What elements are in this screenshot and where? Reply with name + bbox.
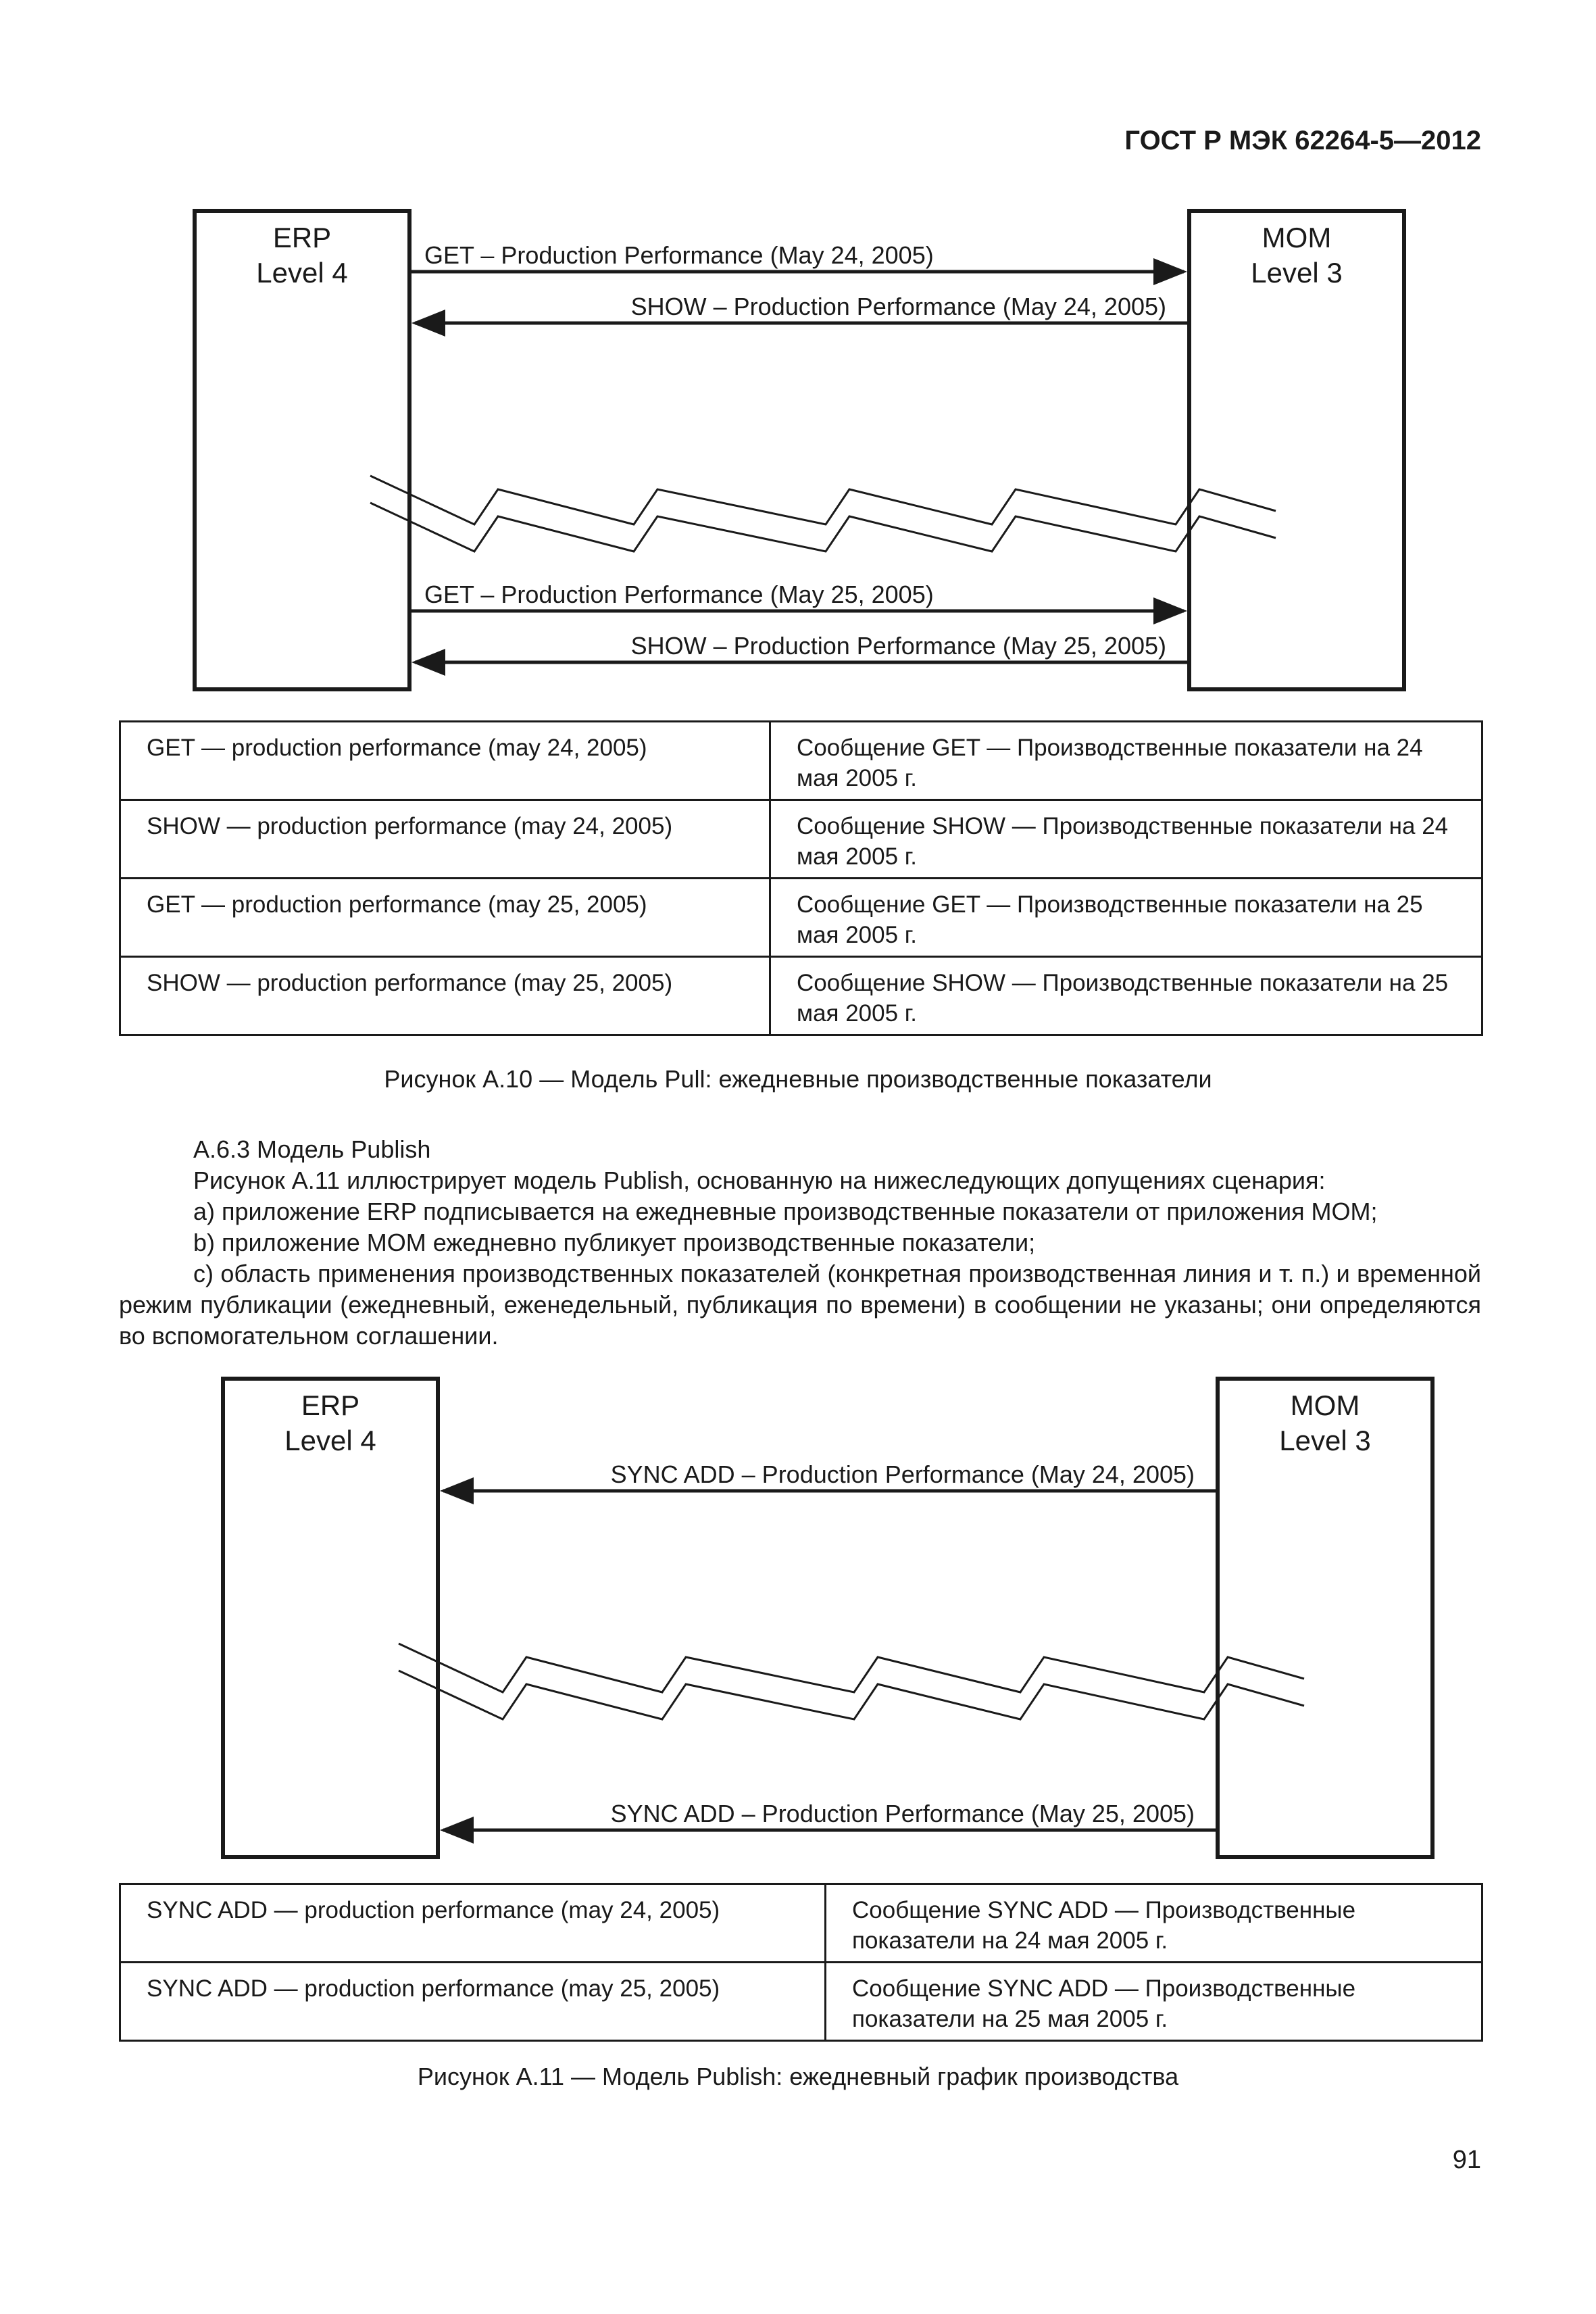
legend-term: GET — production performance (may 24, 2005)	[120, 722, 770, 800]
mom-level: Level 3	[1279, 1425, 1371, 1456]
page-number: 91	[1452, 2146, 1481, 2174]
legend-translation: Сообщение SYNC ADD — Производственные показатели на 24 мая 2005 г.	[826, 1884, 1482, 1963]
time-break-symbol	[370, 476, 1276, 551]
time-break-symbol	[399, 1644, 1304, 1719]
mom-title: MOM	[1290, 1389, 1360, 1421]
figure-a10-diagram	[0, 0, 1596, 703]
figure-a11-diagram	[0, 1365, 1596, 1872]
table-row	[120, 722, 1482, 800]
figure-a10-legend-table	[119, 720, 1483, 1036]
label-show-may24: SHOW – Production Performance (May 24, 2005)	[630, 293, 1166, 320]
table-row	[120, 800, 1482, 879]
mom-level: Level 3	[1251, 257, 1343, 289]
legend-term: SHOW — production performance (may 25, 2005)	[120, 957, 770, 1035]
list-item-b: b) приложение МОМ ежедневно публикует производственные показатели;	[193, 1229, 1036, 1256]
erp-title: ERP	[301, 1389, 360, 1421]
legend-translation: Сообщение GET — Производственные показатели на 25 мая 2005 г.	[770, 879, 1482, 957]
label-sync-add-may24: SYNC ADD – Production Performance (May 24, 2005)	[610, 1460, 1195, 1488]
document-header: ГОСТ Р МЭК 62264-5—2012	[1124, 126, 1481, 155]
section-heading: А.6.3 Модель Publish	[193, 1135, 431, 1163]
figure-a10-caption: Рисунок А.10 — Модель Pull: ежедневные производственные показатели	[384, 1065, 1212, 1093]
legend-translation: Сообщение SHOW — Производственные показатели на 25 мая 2005 г.	[770, 957, 1482, 1035]
legend-term: SHOW — production performance (may 24, 2005)	[120, 800, 770, 879]
list-item-c: с) область применения производственных показателей (конкретная производственная линия и т. п.) и временной режим публикации (ежедневный, еженедельный, публикация по времени) в сообщении не указаны; они определяются во вспомогательном соглашении.	[119, 1260, 1481, 1350]
label-get-may24: GET – Production Performance (May 24, 2005)	[424, 241, 934, 269]
legend-term: SYNC ADD — production performance (may 25, 2005)	[120, 1963, 826, 2041]
table-row	[120, 879, 1482, 957]
label-sync-add-may25: SYNC ADD – Production Performance (May 25, 2005)	[610, 1800, 1195, 1827]
legend-translation: Сообщение SYNC ADD — Производственные показатели на 25 мая 2005 г.	[826, 1963, 1482, 2041]
erp-level: Level 4	[256, 257, 348, 289]
table-row	[120, 1963, 1482, 2041]
section-body	[119, 1134, 1481, 1352]
erp-title: ERP	[272, 222, 332, 253]
legend-term: SYNC ADD — production performance (may 24, 2005)	[120, 1884, 826, 1963]
legend-term: GET — production performance (may 25, 2005)	[120, 879, 770, 957]
figure-a11-legend-table	[119, 1883, 1483, 2042]
legend-translation: Сообщение SHOW — Производственные показатели на 24 мая 2005 г.	[770, 800, 1482, 879]
section-intro: Рисунок А.11 иллюстрирует модель Publish, основанную на нижеследующих допущениях сценария:	[193, 1166, 1326, 1194]
list-item-a: а) приложение ERP подписывается на ежедневные производственные показатели от приложения МОМ;	[193, 1198, 1378, 1225]
label-get-may25: GET – Production Performance (May 25, 2005)	[424, 581, 934, 608]
table-row	[120, 1884, 1482, 1963]
mom-title: MOM	[1262, 222, 1332, 253]
figure-a11-caption: Рисунок А.11 — Модель Publish: ежедневный график производства	[417, 2063, 1179, 2090]
erp-level: Level 4	[284, 1425, 376, 1456]
label-show-may25: SHOW – Production Performance (May 25, 2005)	[630, 632, 1166, 660]
legend-translation: Сообщение GET — Производственные показатели на 24 мая 2005 г.	[770, 722, 1482, 800]
table-row	[120, 957, 1482, 1035]
